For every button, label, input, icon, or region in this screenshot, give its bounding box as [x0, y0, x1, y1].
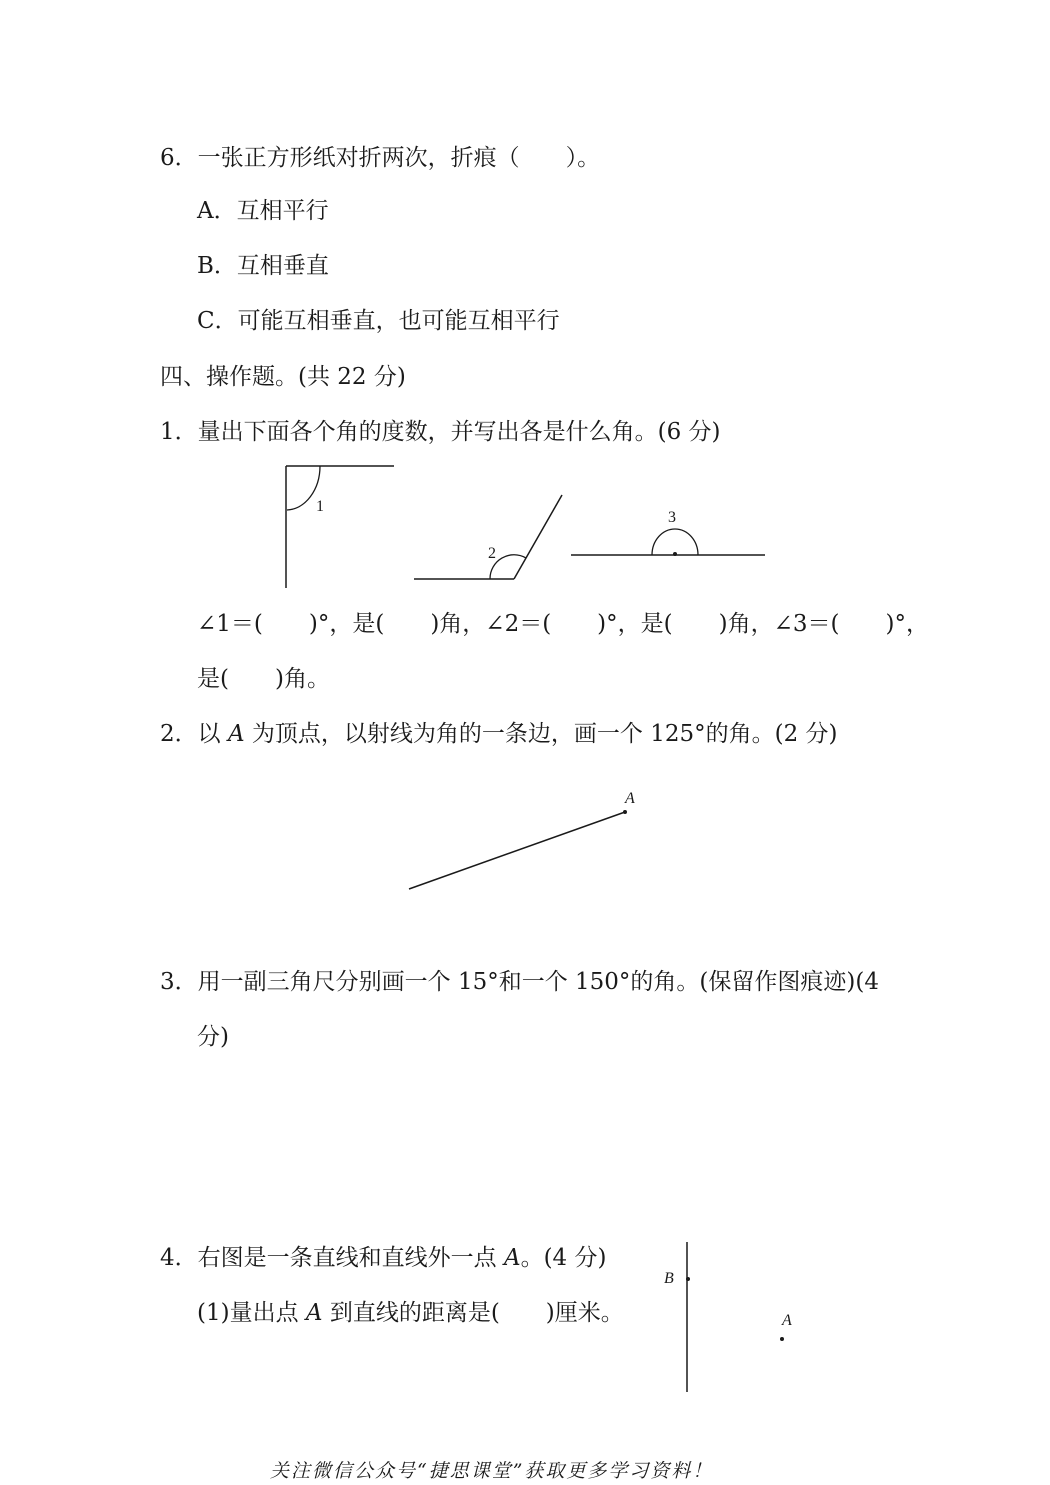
op1-answer-line1: ∠1＝( )°，是( )角，∠2＝( )°，是( )角，∠3＝( )°， — [197, 611, 929, 637]
op4-stem-before: 4．右图是一条直线和直线外一点 — [160, 1245, 504, 1271]
op4-sub1-before: (1)量出点 — [197, 1300, 306, 1326]
op4-point-b-label: B — [664, 1270, 674, 1287]
angle3-arc — [652, 529, 698, 555]
op2-ray — [409, 812, 625, 889]
op2-point-a — [623, 810, 627, 814]
op4-point-a — [780, 1337, 784, 1341]
op4-stem — [160, 1243, 606, 1273]
op2-point-a-label: A — [625, 790, 635, 807]
op3-stem-line1: 3．用一副三角尺分别画一个 15°和一个 150°的角。(保留作图痕迹)(4 — [160, 969, 879, 995]
angle3-label: 3 — [668, 509, 676, 526]
op1-answer-line2: 是( )角。 — [197, 666, 330, 692]
q6-option-c: C．可能互相垂直，也可能互相平行 — [197, 308, 560, 334]
op4-point-b — [686, 1277, 690, 1281]
op4-point-a-label: A — [782, 1312, 792, 1329]
op4-stem-after: 。(4 分) — [520, 1245, 607, 1271]
op4-stem-var: A — [503, 1245, 521, 1271]
op1-stem: 1．量出下面各个角的度数，并写出各是什么角。(6 分) — [160, 419, 721, 445]
op4-sub1-after: 到直线的距离是( )厘米。 — [322, 1300, 624, 1326]
footer-note: 关注微信公众号“捷思课堂”获取更多学习资料！ — [270, 1460, 714, 1482]
angle1-label: 1 — [316, 498, 324, 515]
op4-sub1 — [197, 1298, 624, 1328]
op2-stem-var: A — [227, 721, 245, 747]
op4-sub1-var: A — [305, 1300, 323, 1326]
op2-stem — [160, 719, 838, 749]
op2-stem-after: 为顶点，以射线为角的一条边，画一个 125°的角。(2 分) — [244, 721, 838, 747]
q6-option-b: B．互相垂直 — [197, 253, 329, 279]
op2-stem-before: 2．以 — [160, 721, 228, 747]
angle2-label: 2 — [488, 545, 496, 562]
q6-stem: 6．一张正方形纸对折两次，折痕（ ）。 — [160, 145, 601, 171]
op3-stem-line2: 分) — [197, 1024, 229, 1050]
section-heading: 四、操作题。(共 22 分) — [160, 364, 406, 390]
q6-option-a: A．互相平行 — [197, 198, 329, 224]
angle3-vertex — [673, 552, 677, 556]
angle2-slant-ray — [514, 495, 562, 579]
